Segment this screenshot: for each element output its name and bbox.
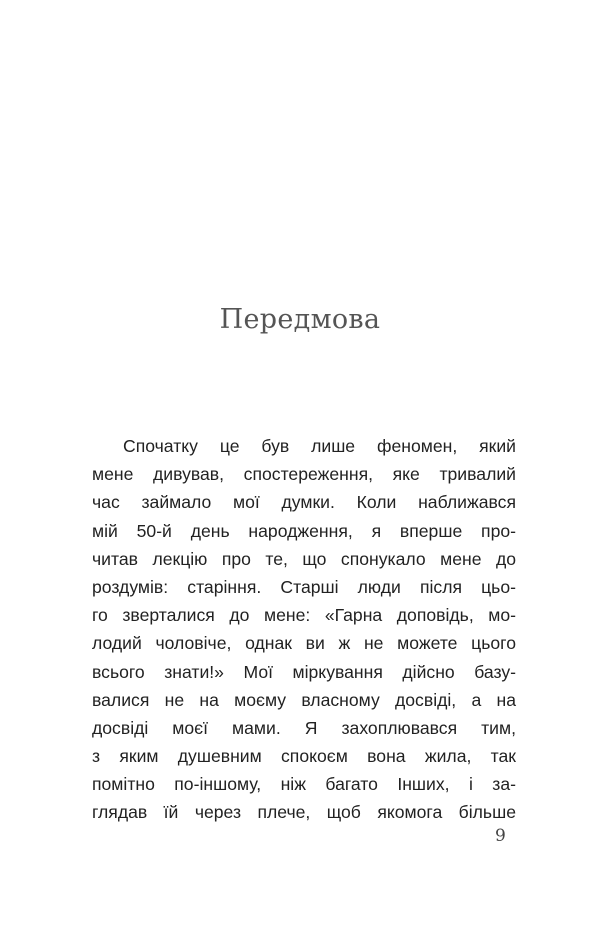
body-paragraph	[92, 432, 516, 827]
text-line: мій 50-й день народження, я вперше про-	[92, 520, 516, 541]
text-line: го зверталися до мене: «Гарна доповідь, мо-	[92, 605, 516, 626]
text-line: читав лекцію про те, що спонукало мене до	[92, 548, 516, 569]
text-line: роздумів: старіння. Старші люди після цьо-	[92, 576, 516, 597]
text-line: з яким душевним спокоєм вона жила, так	[92, 746, 516, 767]
text-line: всього знати!» Мої міркування дійсно базу-	[92, 661, 516, 682]
text-line: мене дивував, спостереження, яке тривалий	[92, 464, 516, 485]
text-line: час займало мої думки. Коли наближався	[92, 492, 516, 513]
text-line: помітно по-іншому, ніж багато Інших, і за-	[92, 774, 516, 795]
text-line: лодий чоловіче, однак ви ж не можете цього	[92, 633, 516, 654]
chapter-title: Передмова	[219, 304, 381, 335]
text-line: валися не на моєму власному досвіді, а на	[92, 689, 516, 710]
text-line: глядав їй через плече, щоб якомога більше	[92, 802, 516, 823]
text-line: Спочатку це був лише феномен, який	[123, 436, 516, 456]
text-line: досвіді моєї мами. Я захоплювався тим,	[92, 717, 516, 738]
page-number: 9	[495, 826, 506, 846]
